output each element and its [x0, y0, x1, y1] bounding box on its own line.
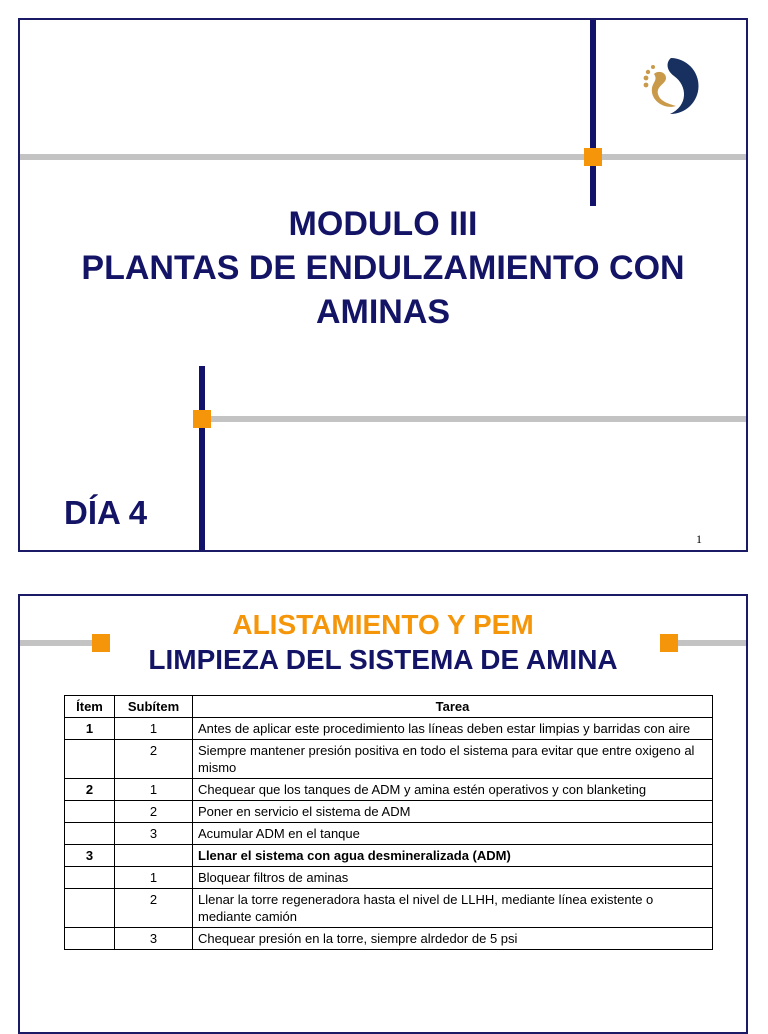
task-cell: Bloquear filtros de aminas [193, 867, 713, 889]
tasks-table [64, 695, 713, 950]
task-cell: Llenar el sistema con agua desmineralizada (ADM) [193, 845, 713, 867]
task-cell: Poner en servicio el sistema de ADM [193, 801, 713, 823]
table-row [65, 718, 713, 740]
task-cell: Llenar la torre regeneradora hasta el nivel de LLHH, mediante línea existente o mediante camión [193, 889, 713, 928]
task-cell: Chequear que los tanques de ADM y amina estén operativos y con blanketing [193, 779, 713, 801]
item-cell [65, 740, 115, 779]
table-header-row [65, 696, 713, 718]
gray-divider-top [20, 154, 746, 160]
item-cell [65, 801, 115, 823]
navy-vertical-line-top [590, 20, 596, 206]
section-subtitle: LIMPIEZA DEL SISTEMA DE AMINA [148, 644, 618, 675]
title-slide [18, 18, 748, 552]
section-title: ALISTAMIENTO Y PEM [232, 609, 534, 640]
gray-divider-bottom [206, 416, 746, 422]
table-row [65, 779, 713, 801]
header-subitem: Subítem [115, 696, 193, 718]
item-cell: 2 [65, 779, 115, 801]
item-cell: 1 [65, 718, 115, 740]
title-line-2: PLANTAS DE ENDULZAMIENTO CON [81, 249, 685, 287]
table-row [65, 867, 713, 889]
item-cell [65, 867, 115, 889]
table-row [65, 740, 713, 779]
table-row [65, 889, 713, 928]
content-slide [18, 594, 748, 1034]
navy-vertical-line-bottom [199, 366, 205, 552]
item-cell [65, 823, 115, 845]
table-row [65, 928, 713, 950]
task-cell: Siempre mantener presión positiva en todo el sistema para evitar que entre oxigeno al mismo [193, 740, 713, 779]
orange-square-marker-bottom [193, 410, 211, 428]
subitem-cell: 2 [115, 889, 193, 928]
subitem-cell: 3 [115, 928, 193, 950]
item-cell [65, 889, 115, 928]
subitem-cell: 3 [115, 823, 193, 845]
subitem-cell: 2 [115, 801, 193, 823]
table-row [65, 845, 713, 867]
task-cell: Acumular ADM en el tanque [193, 823, 713, 845]
subitem-cell: 1 [115, 718, 193, 740]
day-label: DÍA 4 [64, 494, 148, 531]
subitem-cell: 2 [115, 740, 193, 779]
task-cell: Chequear presión en la torre, siempre alrdedor de 5 psi [193, 928, 713, 950]
item-cell [65, 928, 115, 950]
company-logo [640, 56, 702, 118]
task-cell: Antes de aplicar este procedimiento las líneas deben estar limpias y barridas con aire [193, 718, 713, 740]
item-cell: 3 [65, 845, 115, 867]
header-item: Ítem [65, 696, 115, 718]
page-number: 1 [696, 532, 702, 546]
title-line-3: AMINAS [315, 293, 451, 331]
title-line-1: MODULO III [288, 205, 478, 243]
subitem-cell [115, 845, 193, 867]
orange-square-marker-top [584, 148, 602, 166]
subitem-cell: 1 [115, 779, 193, 801]
header-task: Tarea [193, 696, 713, 718]
slide-title [20, 202, 746, 334]
subitem-cell: 1 [115, 867, 193, 889]
table-row [65, 801, 713, 823]
table-row [65, 823, 713, 845]
